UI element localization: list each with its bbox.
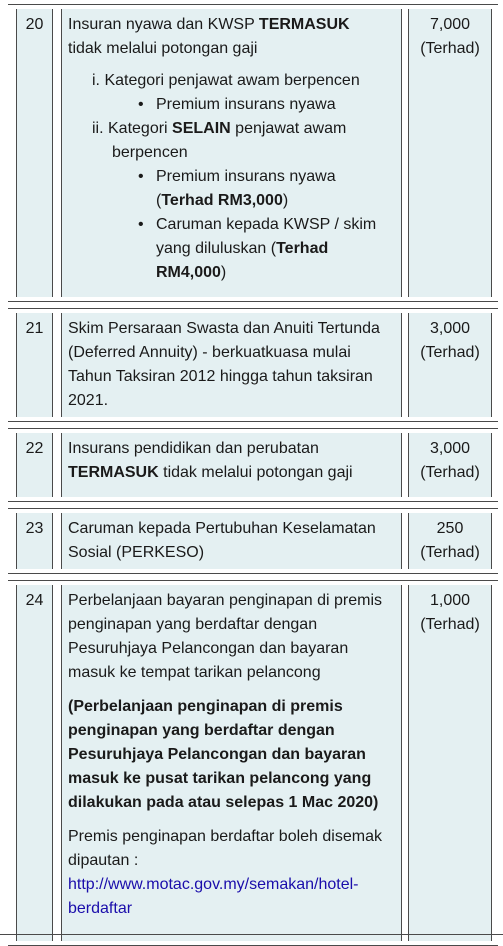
motac-link[interactable]: http://www.motac.gov.my/semakan/hotel-berdaftar bbox=[68, 876, 359, 917]
row-amount: 3,000 (Terhad) bbox=[408, 313, 492, 417]
check-note: Premis penginapan berdaftar boleh disemak dipautan : bbox=[68, 828, 382, 869]
table-row bbox=[8, 4, 498, 302]
row-amount: 7,000 (Terhad) bbox=[408, 9, 492, 297]
list-item: • Premium insurans nyawa (Terhad RM3,000) bbox=[156, 165, 395, 213]
row-description: Skim Persaraan Swasta dan Anuiti Tertunda (Deferred Annuity) - berkuatkuasa mulai Tahun Taksiran 2012 hingga tahun taksiran 2021. bbox=[61, 313, 402, 417]
row-description: Insurans pendidikan dan perubatan TERMASUK tidak melalui potongan gaji bbox=[61, 433, 402, 497]
relief-table bbox=[8, 4, 498, 946]
row-title: Insuran nyawa dan KWSP TERMASUK tidak melalui potongan gaji bbox=[68, 16, 350, 57]
row-number: 20 bbox=[16, 9, 53, 297]
row-description bbox=[61, 9, 402, 297]
table-bottom-border bbox=[0, 934, 503, 935]
table-row bbox=[8, 508, 498, 574]
bold-note: (Perbelanjaan penginapan di premis penginapan yang berdaftar dengan Pesuruhjaya Pelancongan dan bayaran masuk ke pusat tarikan pelancong yang dilakukan pada atau selepas 1 Mac 2020) bbox=[68, 698, 379, 811]
row-number: 21 bbox=[16, 313, 53, 417]
row-amount: 3,000 (Terhad) bbox=[408, 433, 492, 497]
row-amount: 1,000 (Terhad) bbox=[408, 585, 492, 941]
row-number: 23 bbox=[16, 513, 53, 569]
category-item: i. Kategori penjawat awam berpencen bbox=[92, 72, 360, 89]
list-item: • Caruman kepada KWSP / skim yang diluluskan (Terhad RM4,000) bbox=[156, 213, 395, 285]
bullet-list bbox=[92, 165, 395, 285]
row-text: Perbelanjaan bayaran penginapan di premis penginapan yang berdaftar dengan Pesuruhjaya Pelancongan dan bayaran masuk ke tempat tarikan pelancong bbox=[68, 592, 382, 681]
list-item: • Premium insurans nyawa bbox=[156, 93, 395, 117]
category-item: ii. Kategori SELAIN penjawat awam berpencen bbox=[92, 120, 347, 161]
row-amount: 250 (Terhad) bbox=[408, 513, 492, 569]
bullet-list bbox=[92, 93, 395, 117]
row-description bbox=[61, 585, 402, 941]
category-list bbox=[92, 69, 395, 285]
table-row bbox=[8, 308, 498, 422]
row-number: 24 bbox=[16, 585, 53, 941]
row-description: Caruman kepada Pertubuhan Keselamatan Sosial (PERKESO) bbox=[61, 513, 402, 569]
row-number: 22 bbox=[16, 433, 53, 497]
table-row bbox=[8, 580, 498, 946]
table-row bbox=[8, 428, 498, 502]
